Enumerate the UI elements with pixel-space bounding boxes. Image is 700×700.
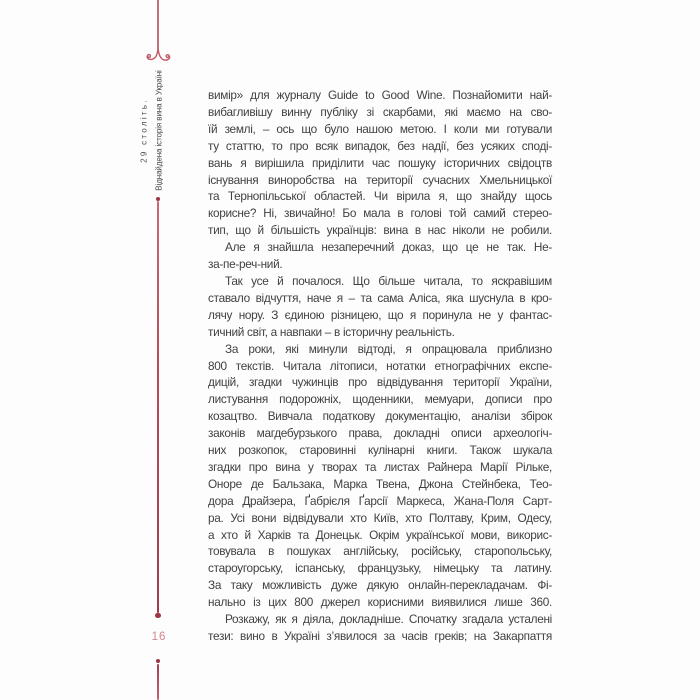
- text-line: За таку можливість дуже дякую онлайн-перекладачам. Фі-: [208, 578, 552, 593]
- text-line: Так усе й почалося. Що більше читала, то яскравішим: [225, 273, 552, 288]
- text-line: них розкопок, старовинні кулінарні книги. Також шукала: [208, 443, 552, 458]
- text-line: тичний світ, а навпаки – в історичну реальність.: [208, 324, 455, 339]
- text-line: дицій, згадки чужинців про відвідування території України,: [208, 375, 552, 390]
- text-line: тези: вино в Україні з’явилося за часів греків; на Закарпаття: [208, 629, 552, 643]
- text-line: Оноре де Бальзака, Марка Твена, Джона Стейнбека, Тео-: [208, 476, 552, 491]
- text-line: За роки, які минули відтоді, я опрацювала приблизно: [225, 341, 552, 356]
- margin-rule-middle: [157, 201, 159, 613]
- text-line: Але я знайшла незаперечний доказ, що це не так. Не-: [225, 240, 552, 255]
- page-number: 16: [151, 631, 167, 643]
- text-line: лячу нору. З єдиною різницею, що я поринула не у фантас-: [208, 307, 552, 322]
- margin-rule-bottom: [157, 664, 159, 700]
- text-line: згадки про вина у творах та листах Райнера Марії Рільке,: [208, 459, 552, 474]
- text-line: а хто й Харків та Донецьк. Окрім української мови, викорис-: [208, 527, 552, 542]
- text-line: та Тернопільської областей. Чи вірила я, що знайду щось: [208, 189, 552, 204]
- text-line: за-пе-реч-ний.: [208, 257, 283, 272]
- text-line: ра. Усі вони відвідували хто Київ, хто Полтаву, Крим, Одесу,: [208, 510, 552, 525]
- text-line: існування виноробства на території сучасних Хмельницької: [208, 172, 552, 187]
- text-line: вимір» для журналу Guide to Good Wine. Познайомити най-: [208, 88, 552, 102]
- text-line: товувала в пошуках англійську, російську, старопольську,: [208, 544, 552, 559]
- text-line: 800 текстів. Читала літописи, нотатки етнографічних експе-: [208, 358, 552, 373]
- text-line: дора Драйзера, Ґабрієля Ґарсії Маркеса, Жана-Поля Сарт-: [208, 493, 552, 508]
- rule-dot-bottom: [156, 659, 160, 663]
- text-line: Розкажу, як я діяла, докладніше. Спочатку згадала усталені: [225, 612, 552, 627]
- rule-dot-middle: [155, 613, 160, 618]
- text-line: вань я вирішила приділити час пошуку історичних свідоцтв: [208, 155, 552, 170]
- text-line: ту статтю, то про всяк випадок, без надії, без усяких споді-: [208, 138, 552, 153]
- body-text: [208, 87, 552, 645]
- text-line: листування подорожніх, щоденники, мемуари, дописи про: [208, 392, 552, 407]
- chapter-title-line2: Віднайдена історія вина в Україні: [153, 69, 163, 191]
- text-line: тип, що й більшість українців: вина в нас ніколи не робили.: [208, 223, 552, 238]
- text-line: староугорську, іспанську, французьку, німецьку та латину.: [208, 561, 552, 576]
- text-line: законів магдебурзького права, докладні описи археологіч-: [208, 426, 552, 441]
- text-line: нально із цих 800 джерел корисними виявилися лише 360.: [208, 595, 552, 610]
- text-line: корисне? Ні, звичайно! Бо мала в голові той самий стерео-: [208, 206, 552, 221]
- text-line: козацтво. Вивчала податкову документацію, аналізи збірок: [208, 409, 552, 424]
- text-line: їй землі, – ось що було нашою метою. І коли ми готували: [208, 121, 552, 136]
- chapter-title-line1: 29 століть.: [139, 97, 149, 163]
- text-line: вибагливішу винну публіку зі скарбами, які маємо на сво-: [208, 104, 552, 119]
- text-line: ставало відчуття, наче я – та сама Аліса, яка шуснула в кро-: [208, 290, 552, 305]
- chapter-title-vertical: [137, 45, 166, 215]
